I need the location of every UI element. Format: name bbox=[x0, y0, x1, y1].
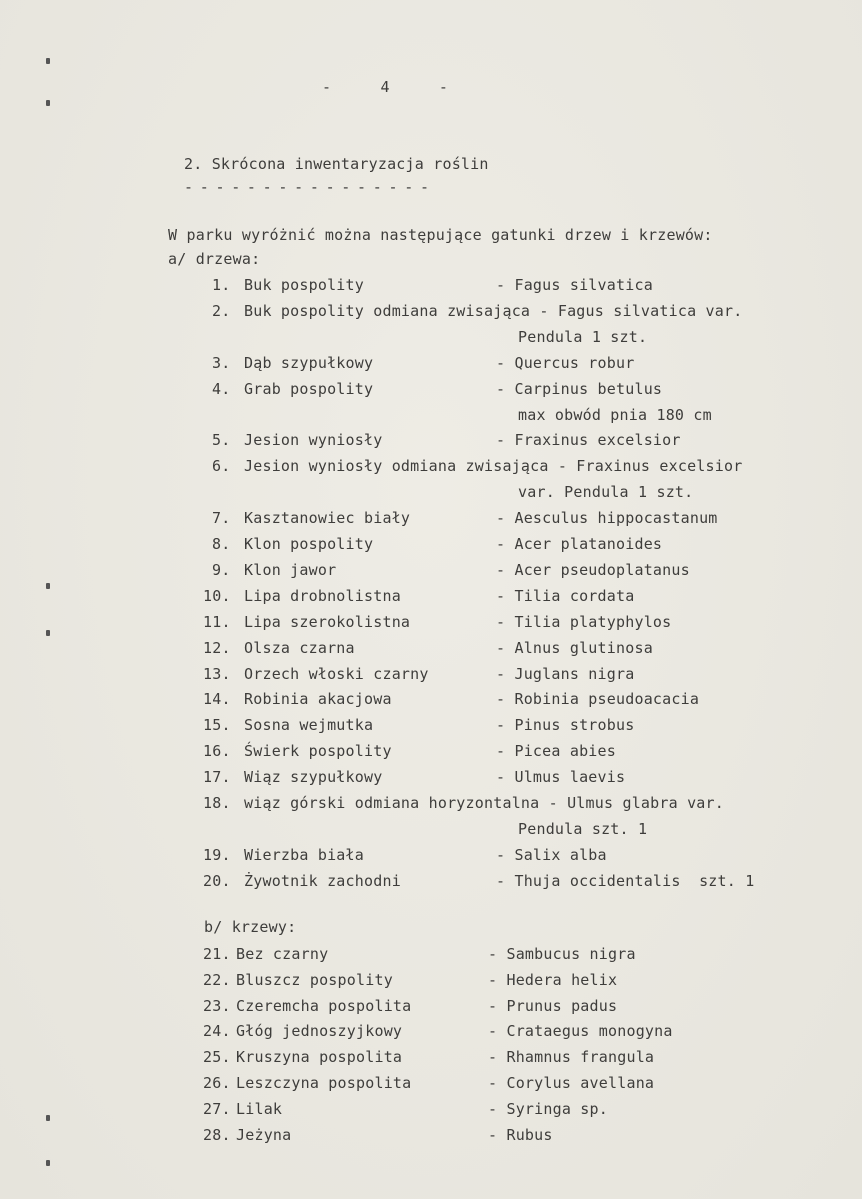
item-number: 13. bbox=[203, 664, 231, 683]
binding-mark bbox=[46, 100, 50, 106]
polish-name: Lilak bbox=[236, 1099, 283, 1118]
polish-name: Wierzba biała bbox=[244, 845, 364, 864]
polish-name: Orzech włoski czarny bbox=[244, 664, 429, 683]
polish-name: Dąb szypułkowy bbox=[244, 353, 374, 372]
latin-name: - Sambucus nigra bbox=[488, 945, 636, 963]
latin-name: - Rhamnus frangula bbox=[488, 1048, 655, 1067]
latin-name: - Aesculus hippocastanum bbox=[496, 509, 718, 528]
latin-name: - Juglans nigra bbox=[496, 664, 635, 683]
polish-name: Wiąz szypułkowy bbox=[244, 768, 383, 787]
item-number: 17. bbox=[203, 768, 231, 787]
section-heading: 2. Skrócona inwentaryzacja roślin bbox=[184, 155, 489, 173]
item-number: 25. bbox=[203, 1048, 231, 1067]
polish-name: Bluszcz pospolity bbox=[236, 970, 393, 989]
latin-name: - Alnus glutinosa bbox=[496, 638, 653, 657]
latin-name: - Fraxinus excelsior bbox=[496, 431, 681, 450]
polish-name: Żywotnik zachodni bbox=[244, 871, 401, 890]
polish-name: Głóg jednoszyjkowy bbox=[236, 1022, 403, 1041]
item-number: 11. bbox=[203, 612, 231, 631]
latin-name-continued: Pendula 1 szt. bbox=[518, 327, 648, 346]
polish-name: Jesion wyniosły bbox=[244, 431, 383, 450]
item-number: 28. bbox=[203, 1125, 231, 1144]
latin-name: - Prunus padus bbox=[488, 996, 618, 1015]
polish-name: Świerk pospolity bbox=[244, 742, 392, 761]
polish-name: Klon jawor bbox=[244, 560, 337, 579]
polish-name: Buk pospolity bbox=[244, 276, 364, 294]
polish-name: Leszczyna pospolita bbox=[236, 1074, 412, 1092]
binding-mark bbox=[46, 1115, 50, 1121]
latin-name: - Ulmus laevis bbox=[496, 768, 626, 787]
polish-name: Grab pospolity bbox=[244, 379, 374, 398]
item-number: 27. bbox=[203, 1099, 231, 1118]
latin-name: - Quercus robur bbox=[496, 353, 635, 372]
binding-mark bbox=[46, 630, 50, 636]
latin-name: - Rubus bbox=[488, 1125, 553, 1144]
item-number: 24. bbox=[203, 1022, 231, 1041]
item-number: 15. bbox=[203, 716, 231, 735]
item-number: 26. bbox=[203, 1074, 231, 1092]
latin-name: - Pinus strobus bbox=[496, 716, 635, 735]
binding-mark bbox=[46, 58, 50, 64]
item-number: 10. bbox=[203, 586, 231, 605]
item-number: 3. bbox=[212, 353, 231, 372]
item-number: 4. bbox=[212, 379, 231, 398]
polish-name: Lipa szerokolistna bbox=[244, 612, 411, 631]
item-number: 7. bbox=[212, 509, 231, 528]
trees-header: a/ drzewa: bbox=[168, 250, 261, 268]
polish-name: Bez czarny bbox=[236, 945, 329, 963]
latin-name: - Acer platanoides bbox=[496, 535, 663, 553]
latin-name: - Thuja occidentalis szt. 1 bbox=[496, 871, 755, 890]
item-number: 12. bbox=[203, 638, 231, 657]
latin-name: - Crataegus monogyna bbox=[488, 1022, 673, 1041]
item-number: 23. bbox=[203, 996, 231, 1015]
polish-name: Buk pospolity odmiana zwisająca - Fagus silvatica var. bbox=[244, 301, 743, 320]
polish-name: Robinia akacjowa bbox=[244, 690, 392, 709]
polish-name: Jeżyna bbox=[236, 1125, 292, 1144]
item-number: 8. bbox=[212, 535, 231, 553]
latin-name: - Tilia cordata bbox=[496, 586, 635, 605]
polish-name: Kasztanowiec biały bbox=[244, 509, 411, 528]
binding-mark bbox=[46, 583, 50, 589]
latin-name: - Salix alba bbox=[496, 845, 607, 864]
item-number: 19. bbox=[203, 845, 231, 864]
polish-name: Kruszyna pospolita bbox=[236, 1048, 403, 1067]
item-number: 5. bbox=[212, 431, 231, 450]
intro-text: W parku wyróżnić można następujące gatunki drzew i krzewów: bbox=[168, 226, 713, 244]
page-number: - 4 - bbox=[322, 78, 449, 96]
latin-name: - Hedera helix bbox=[488, 970, 618, 989]
item-number: 22. bbox=[203, 970, 231, 989]
item-number: 1. bbox=[212, 276, 231, 294]
binding-mark bbox=[46, 1160, 50, 1166]
polish-name: Olsza czarna bbox=[244, 638, 355, 657]
heading-underline: ---------------- bbox=[184, 178, 436, 196]
polish-name: Jesion wyniosły odmiana zwisająca - Fraxinus excelsior bbox=[244, 457, 743, 476]
polish-name: Klon pospolity bbox=[244, 535, 374, 553]
latin-name-continued: var. Pendula 1 szt. bbox=[518, 483, 694, 502]
item-number: 16. bbox=[203, 742, 231, 761]
latin-name: - Picea abies bbox=[496, 742, 616, 761]
latin-name-continued: max obwód pnia 180 cm bbox=[518, 405, 712, 424]
item-number: 20. bbox=[203, 871, 231, 890]
polish-name: Lipa drobnolistna bbox=[244, 586, 401, 605]
shrubs-header: b/ krzewy: bbox=[204, 918, 297, 936]
latin-name: - Carpinus betulus bbox=[496, 379, 663, 398]
item-number: 18. bbox=[203, 794, 231, 812]
latin-name: - Fagus silvatica bbox=[496, 276, 653, 294]
latin-name: - Syringa sp. bbox=[488, 1099, 608, 1118]
item-number: 2. bbox=[212, 301, 231, 320]
latin-name: - Corylus avellana bbox=[488, 1074, 655, 1092]
latin-name-continued: Pendula szt. 1 bbox=[518, 819, 648, 838]
latin-name: - Tilia platyphylos bbox=[496, 612, 672, 631]
polish-name: wiąz górski odmiana horyzontalna - Ulmus glabra var. bbox=[244, 794, 724, 812]
item-number: 9. bbox=[212, 560, 231, 579]
item-number: 6. bbox=[212, 457, 231, 476]
polish-name: Sosna wejmutka bbox=[244, 716, 374, 735]
latin-name: - Acer pseudoplatanus bbox=[496, 560, 690, 579]
polish-name: Czeremcha pospolita bbox=[236, 996, 412, 1015]
latin-name: - Robinia pseudoacacia bbox=[496, 690, 700, 709]
item-number: 21. bbox=[203, 945, 231, 963]
item-number: 14. bbox=[203, 690, 231, 709]
